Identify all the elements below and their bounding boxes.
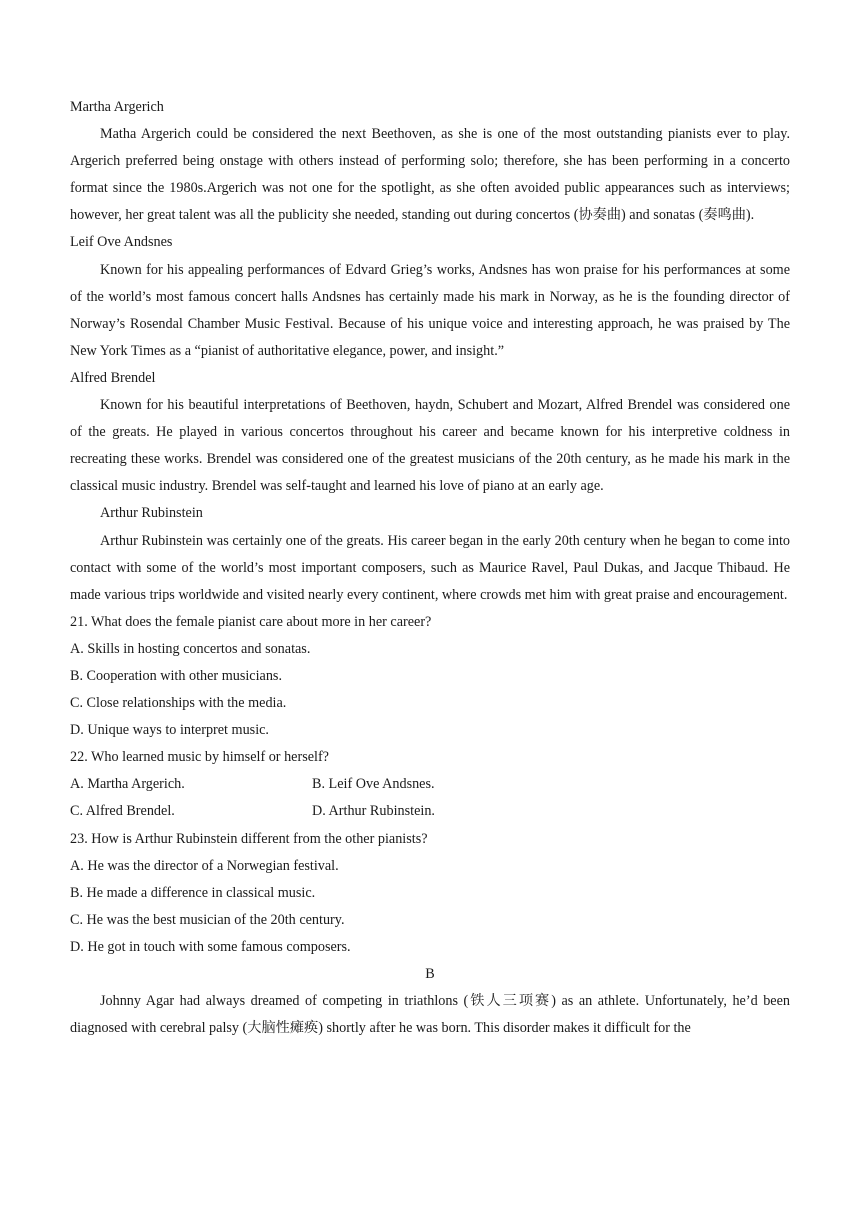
section-title-argerich: Martha Argerich [70, 99, 164, 115]
question-23-option-b: B. He made a difference in classical music. [70, 884, 316, 901]
question-21-option-b: B. Cooperation with other musicians. [70, 667, 282, 684]
question-21-option-a: A. Skills in hosting concertos and sonatas. [70, 640, 311, 657]
section-title-andsnes: Leif Ove Andsnes [70, 234, 173, 251]
document-page [70, 94, 790, 1042]
question-23-option-d: D. He got in touch with some famous composers. [70, 938, 351, 955]
question-22-option-a: A. Martha Argerich. [70, 776, 185, 793]
question-22-stem: 22. Who learned music by himself or herself? [70, 749, 329, 766]
section-title-brendel: Alfred Brendel [70, 369, 156, 386]
question-23-stem: 23. How is Arthur Rubinstein different from the other pianists? [70, 830, 428, 847]
question-22-option-c: C. Alfred Brendel. [70, 803, 175, 820]
question-22-option-b: B. Leif Ove Andsnes. [312, 776, 435, 793]
passage-b-label: B [425, 966, 435, 982]
paragraph-passage-b: Johnny Agar had always dreamed of competing in triathlons (铁人三项赛) as an athlete. Unfortunately, he’d been diagnosed with cerebral palsy (大脑性瘫痪) shortly after he was born. This disorder makes it difficult for the [70, 993, 790, 1037]
question-23-option-c: C. He was the best musician of the 20th century. [70, 911, 345, 928]
paragraph-andsnes: Known for his appealing performances of Edvard Grieg’s works, Andsnes has won praise for his performances at some of the world’s most famous concert halls Andsnes has certainly made his mark in Norway, as he is the founding director of Norway’s Rosendal Chamber Music Festival. Because of his unique voice and interesting approach, he was praised by The New York Times as a “pianist of authoritative elegance, power, and insight.” [70, 261, 790, 359]
question-22-options-row-2 [70, 798, 790, 825]
question-21-option-d: D. Unique ways to interpret music. [70, 722, 269, 739]
paragraph-argerich: Matha Argerich could be considered the next Beethoven, as she is one of the most outstanding pianists ever to play. Argerich preferred being onstage with others instead of performing solo; therefore, she has been performing in a concerto format since the 1980s.Argerich was not one for the spotlight, as she often avoided public appearances such as interviews; however, her great talent was all the publicity she needed, standing out during concertos (协奏曲) and sonatas (奏鸣曲). [70, 126, 790, 224]
question-22-option-d: D. Arthur Rubinstein. [312, 803, 435, 820]
question-21-stem: 21. What does the female pianist care about more in her career? [70, 613, 432, 630]
paragraph-rubinstein: Arthur Rubinstein was certainly one of the greats. His career began in the early 20th century when he began to come into contact with some of the world’s most important composers, such as Maurice Ravel, Paul Dukas, and Jacque Thibaud. He made various trips worldwide and visited nearly every continent, where crowds met him with great praise and encouragement. [70, 532, 790, 603]
section-title-rubinstein: Arthur Rubinstein [100, 505, 203, 522]
question-22-options-row-1 [70, 771, 790, 798]
paragraph-brendel: Known for his beautiful interpretations of Beethoven, haydn, Schubert and Mozart, Alfred Brendel was considered one of the greats. He played in various concertos throughout his career and became known for his interpretive coldness in recreating these works. Brendel was considered one of the greatest musicians of the 20th century, as he made his mark in the classical music industry. Brendel was self-taught and learned his love of piano at an early age. [70, 397, 790, 495]
question-21-option-c: C. Close relationships with the media. [70, 695, 287, 712]
question-23-option-a: A. He was the director of a Norwegian festival. [70, 857, 339, 874]
